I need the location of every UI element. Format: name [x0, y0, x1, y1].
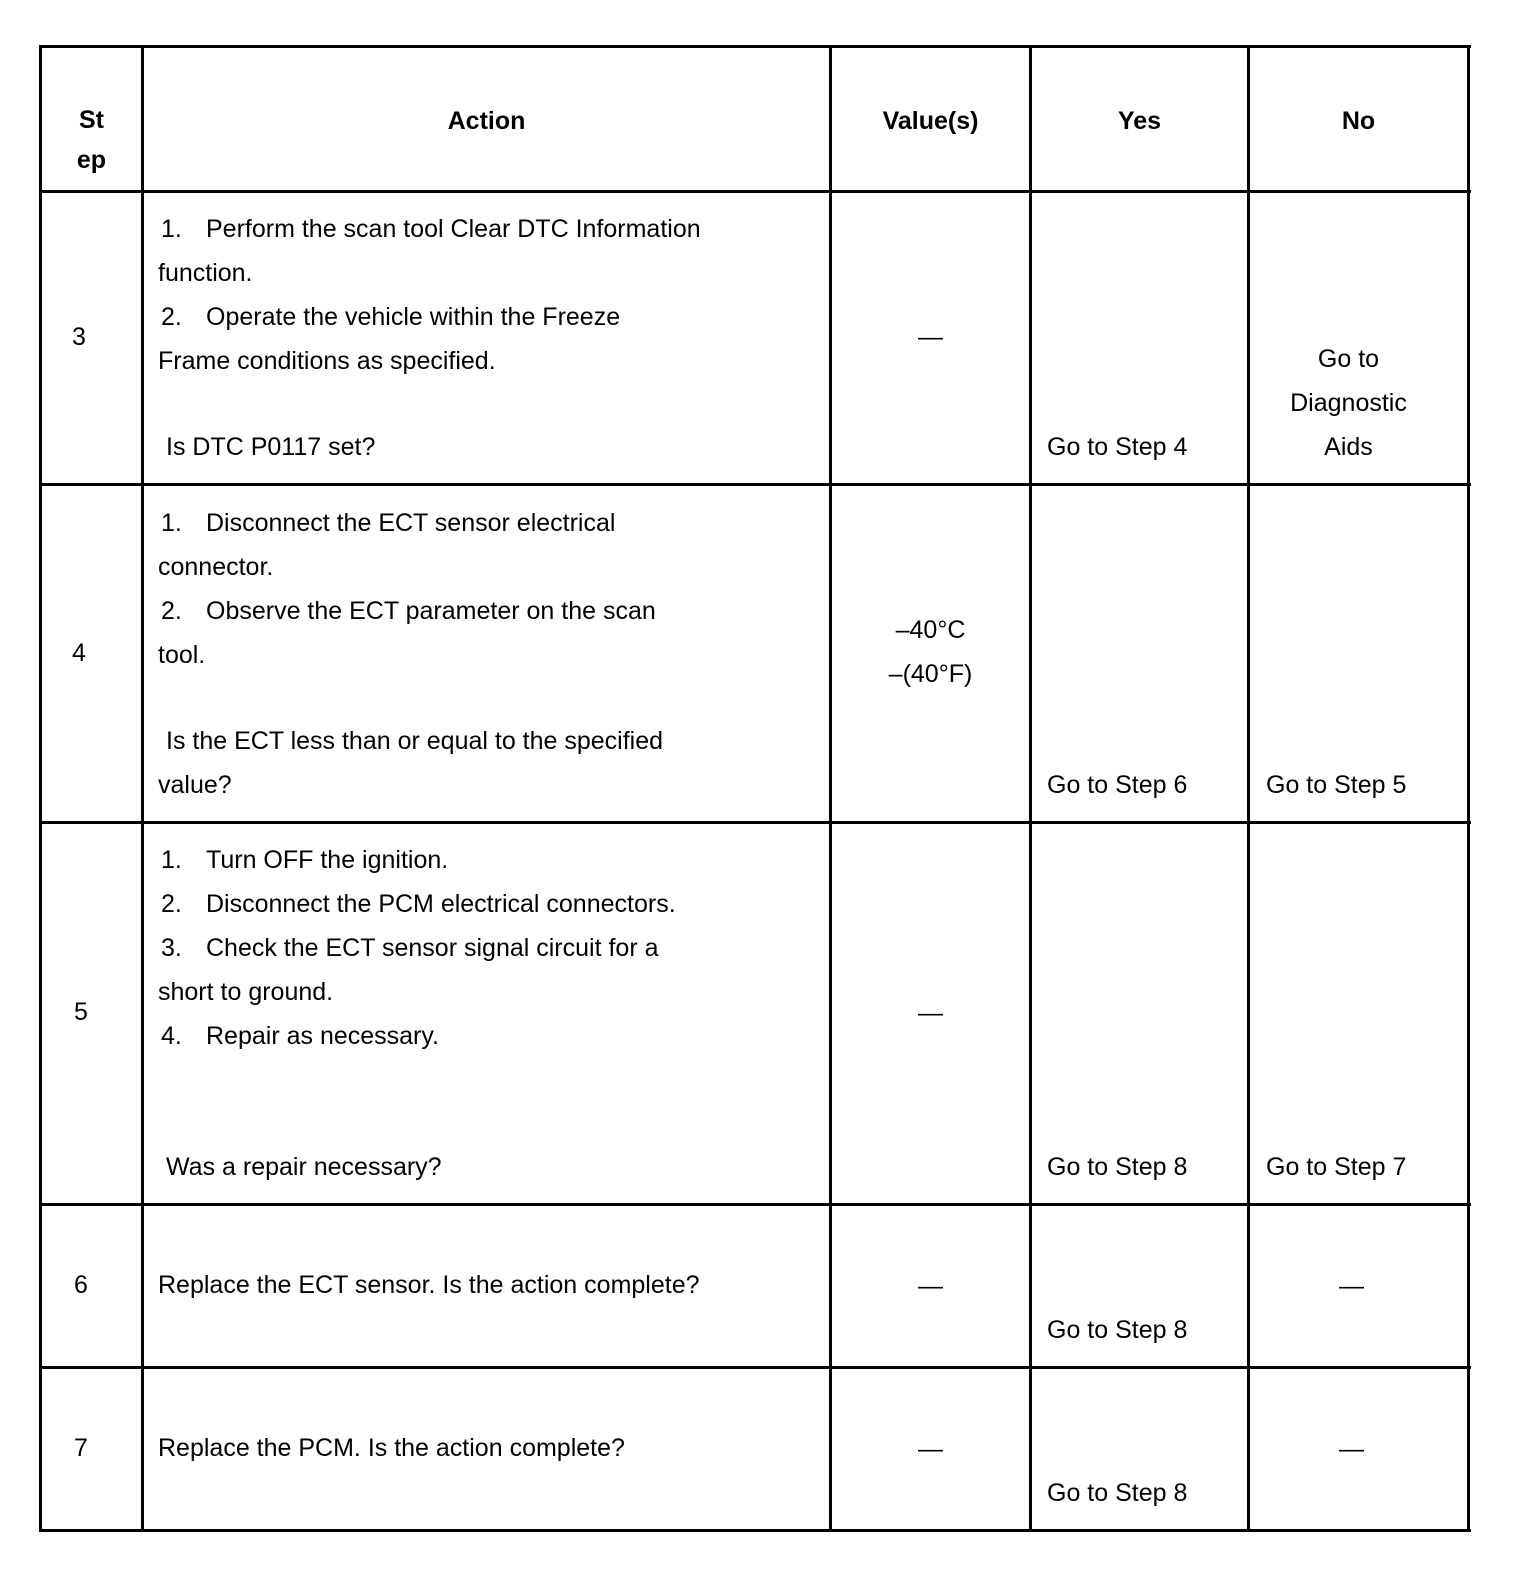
action-cell: Replace the ECT sensor. Is the action complete? [158, 1271, 700, 1299]
action-step [158, 501, 818, 545]
row-divider [39, 1366, 1471, 1369]
step-number: 4 [72, 639, 86, 667]
action-text: Frame conditions as specified. [158, 347, 496, 375]
step-index: 1. [161, 509, 182, 537]
yes-cell: Go to Step 8 [1047, 1316, 1188, 1344]
action-cell [158, 207, 818, 383]
action-text: Observe the ECT parameter on the scan [206, 597, 656, 625]
no-text: Aids [1324, 433, 1373, 461]
step-index: 3. [161, 934, 182, 962]
step-index: 2. [161, 597, 182, 625]
header-values: Value(s) [882, 107, 979, 135]
action-text: tool. [158, 641, 206, 669]
value-text: –(40°F) [888, 660, 973, 688]
step-number: 7 [74, 1434, 88, 1462]
action-text: Operate the vehicle within the Freeze [206, 303, 621, 331]
value-cell: — [918, 1435, 943, 1463]
no-text: Diagnostic [1290, 389, 1407, 417]
step-index: 1. [161, 846, 182, 874]
column-divider [829, 45, 832, 1532]
header-step-line: St [79, 106, 104, 134]
action-cell [158, 501, 818, 677]
action-step [158, 207, 818, 251]
step-index: 2. [161, 303, 182, 331]
no-cell: — [1339, 1435, 1364, 1463]
header-no: No [1341, 107, 1376, 135]
action-step [158, 926, 818, 970]
action-step [158, 295, 818, 339]
step-index: 4. [161, 1022, 182, 1050]
table-border-bottom [39, 1529, 1471, 1532]
row-divider [39, 483, 1471, 486]
question-text: Is the ECT less than or equal to the specified [166, 727, 664, 755]
step-index: 1. [161, 215, 182, 243]
no-cell: Go to Step 7 [1266, 1153, 1407, 1181]
action-text: Repair as necessary. [206, 1022, 439, 1050]
column-divider [1029, 45, 1032, 1532]
action-step [158, 1014, 818, 1058]
action-step [158, 882, 818, 926]
no-cell [1250, 337, 1447, 469]
column-divider [1247, 45, 1250, 1532]
action-text: Perform the scan tool Clear DTC Information [206, 215, 701, 243]
header-action: Action [447, 107, 526, 135]
value-cell: — [918, 999, 943, 1027]
action-step [158, 589, 818, 633]
action-text: Disconnect the ECT sensor electrical [206, 509, 616, 537]
action-cell: Replace the PCM. Is the action complete? [158, 1434, 625, 1462]
yes-cell: Go to Step 4 [1047, 433, 1188, 461]
header-divider [39, 190, 1471, 193]
action-text: Disconnect the PCM electrical connectors. [206, 890, 676, 918]
no-text: Go to [1317, 345, 1380, 373]
step-number: 5 [74, 998, 88, 1026]
step-number: 6 [74, 1271, 88, 1299]
header-step-line: ep [76, 146, 107, 174]
action-text: connector. [158, 553, 274, 581]
no-cell: Go to Step 5 [1266, 771, 1407, 799]
action-text: function. [158, 259, 253, 287]
no-cell: — [1339, 1272, 1364, 1300]
action-question: Is DTC P0117 set? [166, 433, 376, 461]
value-cell: — [918, 1272, 943, 1300]
yes-cell: Go to Step 6 [1047, 771, 1188, 799]
yes-cell: Go to Step 8 [1047, 1153, 1188, 1181]
table-border-right [1467, 45, 1470, 1532]
row-divider [39, 821, 1471, 824]
action-step [158, 838, 818, 882]
header-step [42, 100, 141, 180]
action-text: short to ground. [158, 978, 334, 1006]
action-text: Turn OFF the ignition. [206, 846, 449, 874]
action-cell [158, 838, 818, 1058]
step-number: 3 [72, 323, 86, 351]
value-text: –40°C [895, 616, 966, 644]
step-index: 2. [161, 890, 182, 918]
action-question [158, 719, 663, 807]
value-cell [832, 608, 1029, 696]
value-cell: — [918, 323, 943, 351]
header-yes: Yes [1117, 107, 1162, 135]
column-divider [141, 45, 144, 1532]
action-text: Check the ECT sensor signal circuit for a [206, 934, 659, 962]
action-question: Was a repair necessary? [166, 1153, 442, 1181]
row-divider [39, 1203, 1471, 1206]
yes-cell: Go to Step 8 [1047, 1479, 1188, 1507]
question-text: value? [158, 771, 232, 799]
table-border-left [39, 45, 42, 1532]
table-border-top [39, 45, 1471, 48]
